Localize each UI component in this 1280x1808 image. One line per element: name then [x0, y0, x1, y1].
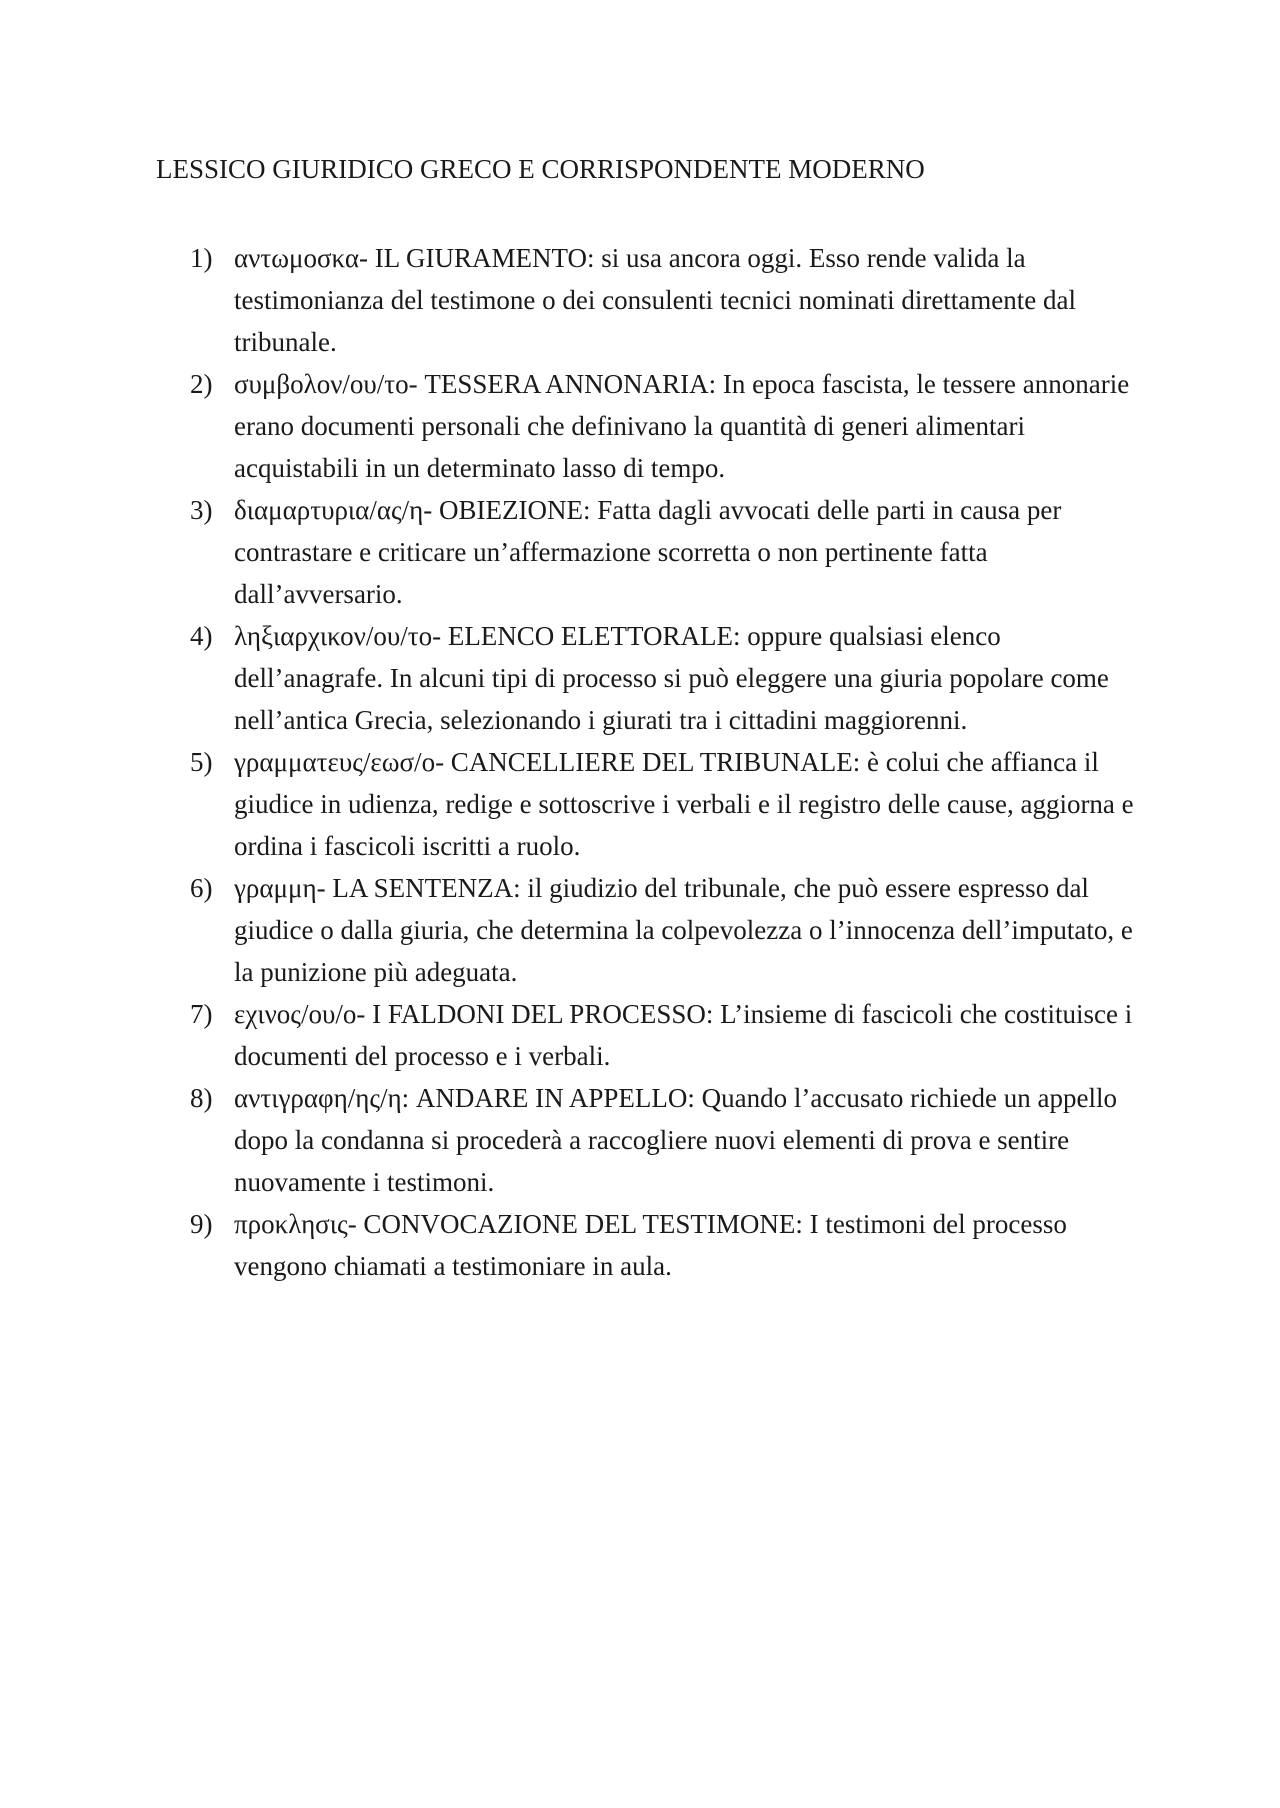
item-number: 7) — [190, 999, 213, 1029]
item-text: διαμαρτυρια/ας/η- OBIEZIONE: Fatta dagli avvocati delle parti in causa per contrastare e criticare un’affermazione scorretta o non pertinente fatta dall’avversario. — [234, 495, 1062, 609]
item-text: συμβολον/ου/το- TESSERA ANNONARIA: In epoca fascista, le tessere annonarie erano documenti personali che definivano la quantità di generi alimentari acquistabili in un determinato lasso di tempo. — [234, 369, 1130, 483]
item-number: 8) — [190, 1083, 213, 1113]
item-text: προκλησις- CONVOCAZIONE DEL TESTIMONE: I testimoni del processo vengono chiamati a testimoniare in aula. — [234, 1209, 1067, 1281]
list-item — [190, 363, 1150, 489]
item-text: γραμμη- LA SENTENZA: il giudizio del tribunale, che può essere espresso dal giudice o dalla giuria, che determina la colpevolezza o l’innocenza dell’imputato, e la punizione più adeguata. — [234, 873, 1133, 987]
list-item — [190, 867, 1150, 993]
item-number: 6) — [190, 873, 213, 903]
list-item — [190, 993, 1150, 1077]
list-item — [190, 615, 1150, 741]
item-number: 3) — [190, 495, 213, 525]
item-number: 5) — [190, 747, 213, 777]
item-text: αντωμοσκα- IL GIURAMENTO: si usa ancora oggi. Esso rende valida la testimonianza del testimone o dei consulenti tecnici nominati direttamente dal tribunale. — [234, 243, 1076, 357]
item-number: 9) — [190, 1209, 213, 1239]
list-item — [190, 1077, 1150, 1203]
list-item — [190, 741, 1150, 867]
page-title: LESSICO GIURIDICO GRECO E CORRISPONDENTE MODERNO — [156, 154, 925, 184]
item-number: 2) — [190, 369, 213, 399]
list-item — [190, 1203, 1150, 1287]
item-text: εχινος/ου/ο- I FALDONI DEL PROCESSO: L’insieme di fascicoli che costituisce i documenti del processo e i verbali. — [234, 999, 1133, 1071]
item-number: 1) — [190, 243, 213, 273]
item-number: 4) — [190, 621, 213, 651]
glossary-list — [190, 237, 1150, 1287]
list-item — [190, 489, 1150, 615]
item-text: γραμματευς/εωσ/ο- CANCELLIERE DEL TRIBUNALE: è colui che affianca il giudice in udienza, redige e sottoscrive i verbali e il registro delle cause, aggiorna e ordina i fascicoli iscritti a ruolo. — [234, 747, 1134, 861]
item-text: ληξιαρχικον/ου/το- ELENCO ELETTORALE: oppure qualsiasi elenco dell’anagrafe. In alcuni tipi di processo si può eleggere una giuria popolare come nell’antica Grecia, selezionando i giurati tra i cittadini maggiorenni. — [234, 621, 1109, 735]
item-text: αντιγραφη/ης/η: ANDARE IN APPELLO: Quando l’accusato richiede un appello dopo la condanna si procederà a raccogliere nuovi elementi di prova e sentire nuovamente i testimoni. — [234, 1083, 1117, 1197]
list-item — [190, 237, 1150, 363]
